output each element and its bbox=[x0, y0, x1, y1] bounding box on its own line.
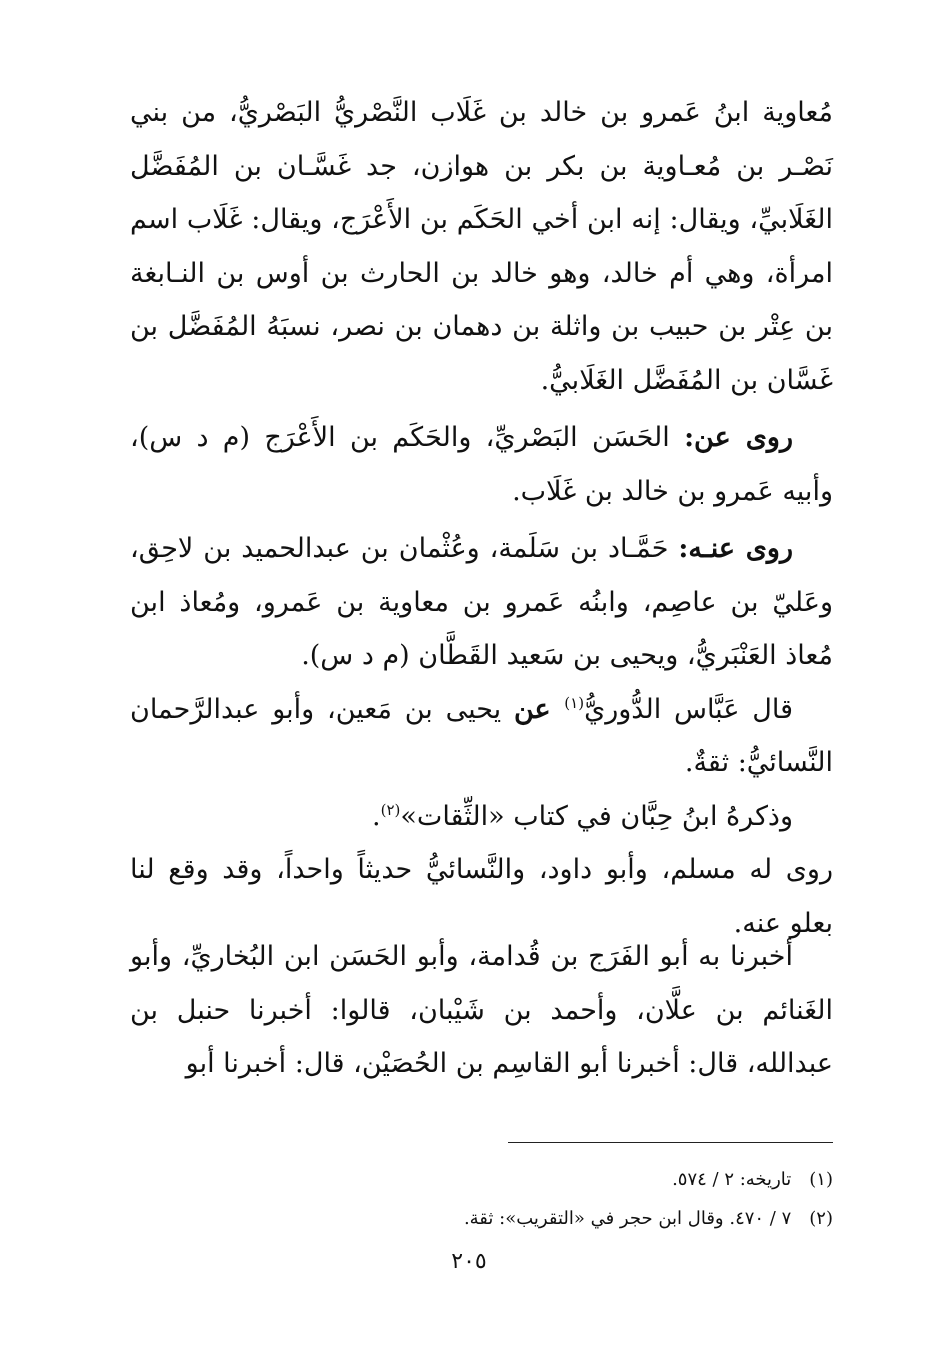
biography-text: مُعاوية ابنُ عَمرو بن خالد بن غَلَاب النَّصْريُّ البَصْريُّ، من بني نَصْـر بن مُعـاوية بن بكر بن هوازن، جد غَسَّـان بن المُفَضَّل الغَلَابيِّ، ويقال: إنه ابن أخي الحَكَم بن الأَعْرَج، ويقال: غَلَاب اسم امرأة، وهي أم خالد، وهو خالد بن الحارث بن أوس بن النـابغة بن عِتْر بن حبيب بن واثلة بن دهمان بن نصر، نسبَهُ المُفَضَّل بن غَسَّان بن المُفَضَّل الغَلَابيُّ. bbox=[130, 97, 833, 396]
narrated-from-heading: روى عن: bbox=[684, 422, 794, 453]
isnad-text: أخبرنا به أبو الفَرَج بن قُدامة، وأبو الحَسَن ابن البُخاريِّ، وأبو الغَنائم بن علَّان، وأحمد بن شَيْبان، قالوا: أخبرنا حنبل بن عبدالله، قال: أخبرنا أبو القاسِم بن الحُصَيْن، قال: أخبرنا أبو bbox=[130, 941, 833, 1079]
footnote-1-number: (١) bbox=[809, 1169, 833, 1190]
isnad-paragraph bbox=[130, 930, 833, 1091]
narrated-by-paragraph bbox=[130, 522, 833, 950]
narrators-text: روى له مسلم، وأبو داود، والنَّسائيُّ حديثاً واحداً، وقد وقع لنا بعلو عنه. bbox=[130, 854, 833, 939]
footnote-1-text: تاريخه: ٢ / ٥٧٤. bbox=[672, 1169, 792, 1190]
footnote-2-text: ٧ / ٤٧٠. وقال ابن حجر في «التقريب»: ثقة. bbox=[463, 1208, 792, 1229]
biography-paragraph bbox=[130, 86, 833, 407]
footnote-marker-2: (٢) bbox=[380, 800, 401, 819]
abbas-quote-an: عن bbox=[514, 693, 565, 725]
footnote-2 bbox=[130, 1205, 833, 1233]
footnote-1 bbox=[130, 1166, 833, 1194]
abbas-quote-start: قال عَبَّاس الدُّوريُّ bbox=[584, 693, 793, 725]
narrated-by-text: حَمَّـاد بن سَلَمة، وعُثْمان بن عبدالحميد بن لاحِق، وعَليّ بن عاصِم، وابنُه عَمرو بن معاوية بن عَمرو، ومُعاذ ابن مُعاذ العَنْبَريُّ، ويحيى بن سَعيد القَطَّان (م د س). bbox=[130, 533, 833, 671]
narrated-from-text: الحَسَن البَصْريِّ، والحَكَم بن الأَعْرَج (م د س)، وأبيه عَمرو بن خالد بن غَلَاب. bbox=[130, 422, 833, 507]
ibn-hibban-text: وذكرهُ ابنُ حِبَّان في كتاب «الثِّقات» bbox=[400, 800, 793, 832]
footnote-2-number: (٢) bbox=[809, 1208, 833, 1229]
narrated-by-heading: روى عنـه: bbox=[678, 533, 793, 564]
abbas-quote-end: يحيى بن مَعين، وأبو عبدالرَّحمان النَّسائيُّ: ثقةٌ. bbox=[130, 693, 833, 778]
footnote-divider bbox=[508, 1142, 833, 1143]
footnote-marker-1: (١) bbox=[564, 693, 585, 712]
page-number: ٢٠٥ bbox=[451, 1249, 487, 1274]
narrated-from-paragraph bbox=[130, 411, 833, 518]
ibn-hibban-end: . bbox=[372, 800, 381, 832]
